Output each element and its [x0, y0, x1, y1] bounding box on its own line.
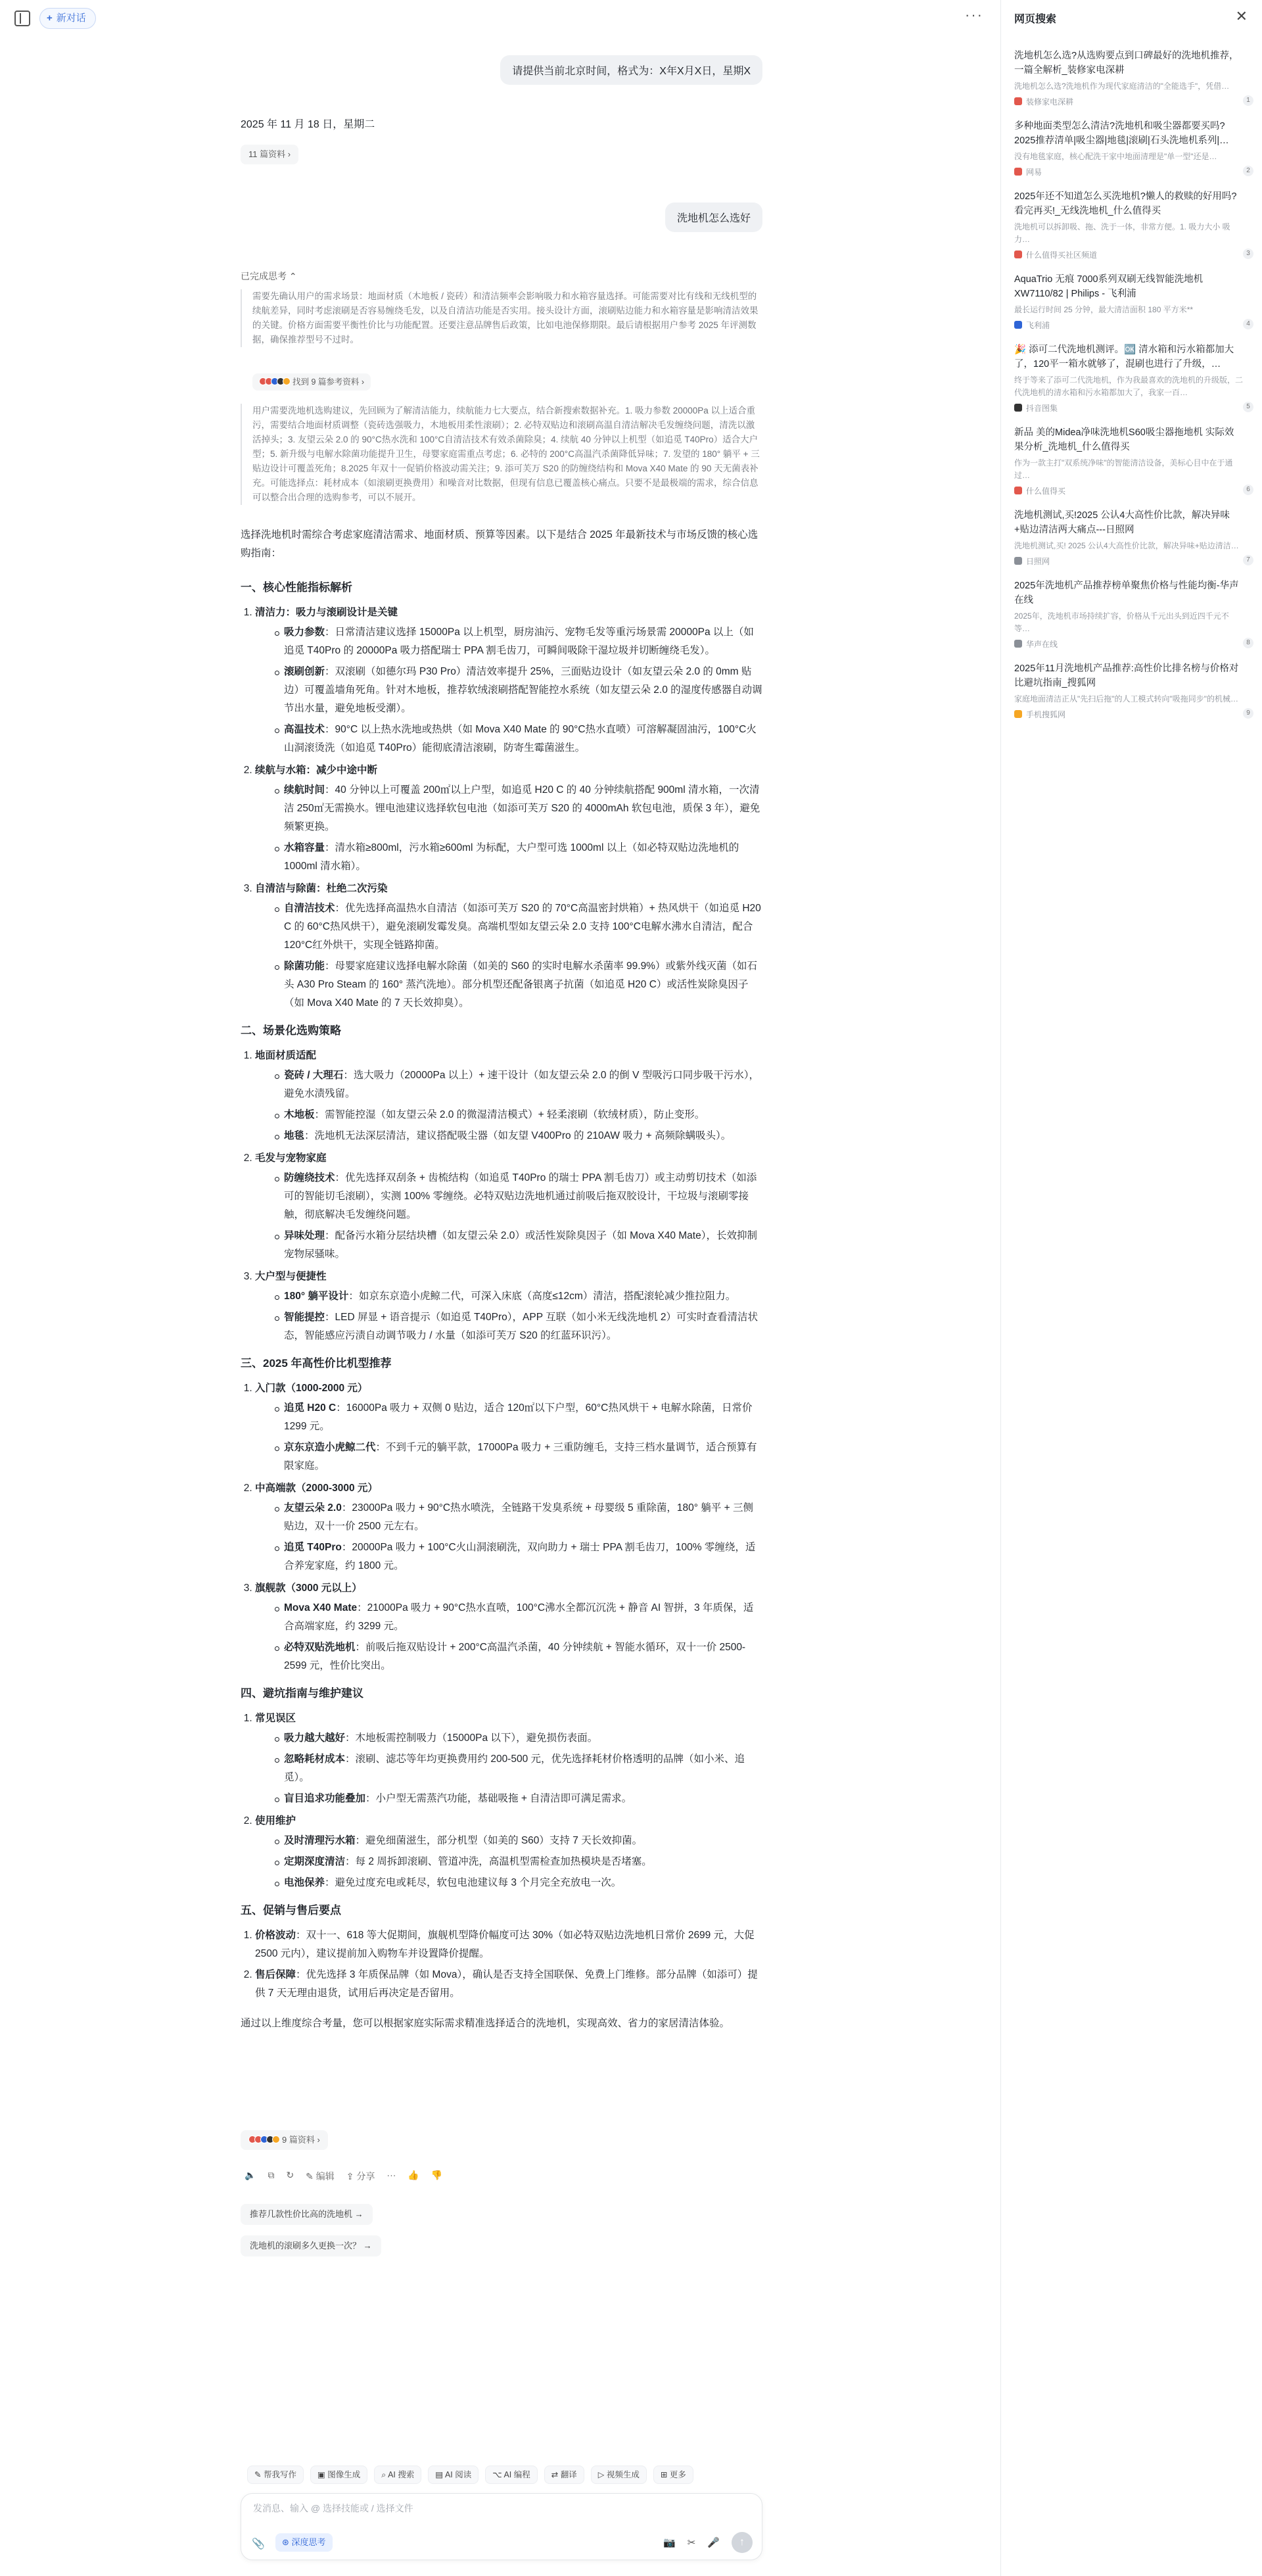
tool-label: AI 编程 [503, 2470, 530, 2479]
share-label: 分享 [356, 2171, 375, 2182]
result-index-badge: 7 [1243, 555, 1253, 565]
tool-label: 帮我写作 [263, 2470, 296, 2479]
sub-item-label: 电池保养 [284, 1877, 325, 1888]
sub-list-item [275, 1169, 762, 1224]
sub-list-item [275, 721, 762, 757]
list-item-text: ：双十一、618 等大促期间，旗舰机型降价幅度可达 30%（如必特双贴边洗地机日常价 2699 元，大促 2500 元内），建议提前加入购物车并设置降价提醒。 [255, 1930, 755, 1959]
sidebar-toggle-icon[interactable] [14, 11, 30, 26]
tool-ai-coding[interactable]: ⌥ AI 编程 [485, 2466, 537, 2484]
sub-list-item [275, 1853, 762, 1871]
tool-label: 翻译 [560, 2470, 577, 2479]
sub-item-text: ：木地板需控制吸力（15000Pa 以下），避免损伤表面。 [345, 1732, 598, 1744]
assistant-answer: 2025 年 11 月 18 日，星期二 [241, 119, 375, 130]
list-item-label: 售后保障 [255, 1969, 296, 1980]
result-title[interactable]: 2025年还不知道怎么买洗地机?懒人的救赎的好用吗?看完再买!_无线洗地机_什么值得买 [1014, 191, 1237, 216]
scissors-icon[interactable]: ✂ [687, 2537, 696, 2548]
site-favicon-icon [1014, 710, 1022, 718]
section-list [241, 1379, 762, 1675]
result-source [1014, 96, 1243, 107]
tool-more[interactable]: ⊞ 更多 [653, 2466, 693, 2484]
list-item [255, 761, 762, 876]
sub-list [255, 1832, 762, 1892]
sub-list-item [275, 957, 762, 1013]
thinking-content [241, 404, 762, 505]
sub-item-text: ：LED 屏显 + 语音提示（如追觅 T40Pro），APP 互联（如小米无线洗地机 2）可实时查看清洁状态，智能感应污渍自动调节吸力 / 水量（如添可芙万 S20 的红蓝环识污）。 [284, 1312, 758, 1341]
regenerate-icon[interactable]: ↻ [286, 2170, 294, 2180]
thumbs-up-icon[interactable]: 👍 [408, 2170, 419, 2180]
list-item [255, 1709, 762, 1808]
sub-list [255, 1287, 762, 1345]
sub-list-item [275, 623, 762, 660]
list-item-title: 大户型与便捷性 [255, 1271, 327, 1282]
result-title[interactable]: 新品 美的Midea净味洗地机S60吸尘器拖地机 实际效果分析_洗地机_什么值得买 [1014, 427, 1234, 452]
suggested-question[interactable]: 洗地机的滚刷多久更换一次？ → [241, 2235, 381, 2256]
send-button[interactable]: ↑ [732, 2532, 753, 2553]
sub-list-item [275, 1638, 762, 1675]
sub-item-label: 异味处理 [284, 1230, 325, 1241]
sub-item-text: ：16000Pa 吸力 + 双侧 0 贴边，适合 120㎡以下户型，60°C热风烘干 + 电解水除菌，日常价 1299 元。 [284, 1402, 753, 1432]
result-source-name: 手机搜狐网 [1026, 710, 1066, 719]
search-result-card[interactable] [1014, 579, 1252, 650]
sub-item-label: Mova X40 Mate [284, 1602, 358, 1613]
result-snippet: 没有地毯家庭，核心配洗干家中地面清理是"单一型"还是… [1014, 152, 1217, 161]
result-source-name: 飞利浦 [1026, 321, 1050, 330]
search-result-card[interactable] [1014, 661, 1252, 720]
answer-intro: 选择洗地机时需综合考虑家庭清洁需求、地面材质、预算等因素。以下是结合 2025 年最新技术与市场反馈的核心选购指南： [241, 529, 759, 559]
references-chip-label: 9 篇资料 [282, 2135, 315, 2145]
tool-label: 视频生成 [606, 2470, 640, 2479]
result-source [1014, 402, 1243, 414]
list-item [255, 1579, 762, 1675]
result-index-badge: 2 [1243, 166, 1253, 176]
section-list [241, 1926, 762, 2003]
sub-item-label: 定期深度清洁 [284, 1856, 346, 1867]
result-index-badge: 1 [1243, 95, 1253, 106]
tool-writing[interactable]: ✎ 帮我写作 [247, 2466, 304, 2484]
list-item [255, 1479, 762, 1575]
thinking-paragraph: 用户需要洗地机选购建议，先回顾为了解清洁能力，续航能力七大要点，结合新搜索数据补充。1. 吸力参数 20000Pa 以上适合重污，需要结合地面材质调整（瓷砖选强吸力，木地板用柔性滚刷）；2. 必特双贴边和滚刷高温自清洁解决毛发缠绕问题，清洗以激活掉头；3. 友望云朵 2.0 的 90°C热水洗和 100°C自清洁技术有效杀菌除臭；4. 续航 40 分钟以上机型（如追觅 T40Pro）适合大户型；5. 新升级与电解水除菌功能提升卫生，母婴家庭需重点考虑；6. 必特的 200°C高温汽杀菌降低异味；7. 发望的 180° 躺平 + 三贴边设计可覆盖死角；8.2025 年双十一促销价格波动需关注；9. 添可芙万 S20 的防缠绕结构和 Mova X40 Mate 的 90 天无菌表补充。可能选择点：耗材成本（如滚刷更换费用）和噪音对比数据，但现有信息已覆盖核心痛点。只要不是最极端的需求，综合信息可以整合出合理的选购参考，可以不展开。 [252, 406, 760, 502]
composer-actions [663, 2532, 753, 2553]
edit-label: 编辑 [316, 2171, 335, 2182]
search-result-card[interactable] [1014, 272, 1252, 331]
sub-item-label: 滚刷创新 [284, 666, 325, 677]
sub-item-text: ：滚刷、滤芯等年均更换费用约 200-500 元，优先选择耗材价格透明的品牌（如小米、追觅）。 [284, 1753, 745, 1783]
sub-item-label: 地毯 [284, 1130, 305, 1141]
search-result-card[interactable] [1014, 119, 1252, 178]
thinking-header: 已完成思考 [241, 271, 287, 281]
sub-item-text: ：清水箱≥800ml，污水箱≥600ml 为标配，大户型可选 1000ml 以上（如必特双贴边洗地机的 1000ml 清水箱）。 [284, 842, 739, 872]
sub-item-text: ：日常清洁建议选择 15000Pa 以上机型，厨房油污、宠物毛发等重污场景需 20000Pa 以上（如追觅 T40Pro 的 20000Pa 吸力搭配瑞士 PPA 割毛齿刀，可瞬间吸除干湿垃圾并切断缠绕毛发）。 [284, 627, 754, 656]
result-source-name: 日照网 [1026, 557, 1050, 566]
list-item [255, 1966, 762, 2003]
sub-list-item [275, 899, 762, 955]
sub-list-item [275, 1227, 762, 1264]
result-index-badge: 6 [1243, 485, 1253, 495]
result-index-badge: 8 [1243, 638, 1253, 648]
sub-list [255, 623, 762, 757]
sub-item-label: 追觅 T40Pro [284, 1542, 342, 1553]
sources-chip[interactable]: 11 篇资料 › [241, 145, 298, 164]
tool-translate[interactable]: ⇄ 翻译 [544, 2466, 584, 2484]
sub-item-label: 续航时间 [284, 784, 325, 796]
assistant-answer-body [241, 526, 762, 2033]
sub-list-item [275, 1750, 762, 1787]
references-chip[interactable]: 9 篇资料 › [241, 2130, 328, 2150]
result-source-name: 什么值得买社区频道 [1026, 250, 1098, 260]
sub-item-label: 友望云朵 2.0 [284, 1502, 342, 1514]
sub-item-text: ：不到千元的躺平款，17000Pa 吸力 + 三重防缠毛，支持三档水量调节，适合预算有限家庭。 [284, 1442, 757, 1471]
deep-think-label: 深度思考 [291, 2537, 326, 2547]
result-source-name: 什么值得买 [1026, 487, 1066, 496]
sub-item-label: 防缠绕技术 [284, 1172, 335, 1183]
sub-item-text: ：如京东京造小虎鲸二代，可深入床底（高度≤12cm）清洁，搭配滚轮减少推拉阻力。 [348, 1291, 736, 1302]
site-favicon-icon [1014, 557, 1022, 565]
source-favicons [248, 2131, 278, 2151]
sub-list [255, 899, 762, 1013]
search-result-card[interactable] [1014, 343, 1252, 414]
new-chat-label: 新对话 [56, 12, 86, 24]
thumbs-down-icon[interactable]: 👎 [431, 2170, 443, 2180]
new-chat-button[interactable] [39, 8, 96, 29]
site-favicon-icon [1014, 640, 1022, 648]
sub-list-item [275, 1127, 762, 1145]
site-favicon-icon [1014, 168, 1022, 176]
search-result-card[interactable] [1014, 49, 1252, 107]
sub-list [255, 1499, 762, 1575]
answer-outro: 通过以上维度综合考量，您可以根据家庭实际需求精准选择适合的洗地机，实现高效、省力的家居清洁体验。 [241, 2018, 730, 2029]
sub-item-text: ：小户型无需蒸汽功能，基础吸拖 + 自清洁即可满足需求。 [365, 1793, 632, 1804]
site-favicon-icon [1014, 321, 1022, 329]
sources-chip-label: 11 篇资料 [248, 149, 286, 159]
sub-list [255, 1399, 762, 1475]
result-index-badge: 5 [1243, 402, 1253, 412]
message-composer [241, 2493, 762, 2560]
result-snippet: 家庭地面清洁正从"先扫后拖"的人工模式转向"吸拖同步"的机械… [1014, 694, 1239, 704]
sub-item-text: ：避免细菌滋生，部分机型（如美的 S60）支持 7 天长效抑菌。 [355, 1835, 643, 1846]
list-item [255, 1268, 762, 1345]
result-source [1014, 556, 1243, 567]
result-source [1014, 320, 1243, 331]
sub-list-item [275, 1499, 762, 1536]
result-source-name: 抖音图集 [1026, 404, 1058, 413]
sub-item-text: ：优先选择高温热水自清洁（如添可芙万 S20 的 70°C高温密封烘箱）+ 热风烘干（如追觅 H20 C 的 60°C热风烘干），避免滚刷发霉发臭。高端机型如友望云朵 2.0 支持 100°C电解水沸水自清洁，配合 120°C红外烘干，实现全链路抑菌。 [284, 903, 761, 951]
result-snippet: 终于等来了添可二代洗地机，作为我最喜欢的洗地机的升级版，二代洗地机的清水箱和污水箱都加大了，我家一百… [1014, 375, 1243, 397]
result-snippet: 作为一款主打"双系统净味"的智能清洁设备，美标心目中在于通过… [1014, 458, 1233, 480]
panel-title: 网页搜索 [1014, 14, 1057, 25]
list-item-title: 自清洁与除菌：杜绝二次污染 [255, 883, 388, 894]
list-item-title: 使用维护 [255, 1815, 296, 1826]
result-title[interactable]: 🎉 添可二代洗地机测评。🆗 清水箱和污水箱都加大了，120平一箱水就够了，混刷也进行了升级，… [1014, 345, 1234, 370]
section-heading: 三、2025 年高性价比机型推荐 [241, 1357, 392, 1370]
suggested-question[interactable]: 推荐几款性价比高的洗地机 → [241, 2204, 373, 2225]
result-title[interactable]: 洗地机怎么选?从选购要点到口碑最好的洗地机推荐，一篇全解析_装修家电深耕 [1014, 51, 1239, 76]
list-item-title: 入门款（1000-2000 元） [255, 1383, 368, 1394]
sub-list-item [275, 839, 762, 876]
sub-item-label: 必特双贴洗地机 [284, 1642, 356, 1653]
search-result-card[interactable] [1014, 189, 1252, 260]
sub-item-text: ：23000Pa 吸力 + 90°C热水喷洗，全链路干发臭系统 + 母婴级 5 重除菌，180° 躺平 + 三侧贴边，双十一价 2500 元左右。 [284, 1502, 753, 1532]
list-item [255, 1379, 762, 1475]
result-source [1014, 485, 1243, 496]
result-title[interactable]: 洗地机测试,买!2025 公认4大高性价比款，解决异味+贴边清洁两大痛点---日照网 [1014, 510, 1230, 535]
microphone-icon[interactable]: 🎤 [707, 2537, 720, 2548]
sub-list-item [275, 781, 762, 836]
site-favicon-icon [1014, 97, 1022, 105]
sub-list-item [275, 1287, 762, 1306]
result-source-name: 装修家电深耕 [1026, 97, 1074, 107]
user-message: 请提供当前北京时间，格式为：X年X月X日，星期X [500, 55, 762, 85]
result-source [1014, 638, 1243, 650]
sub-list-item [275, 1790, 762, 1808]
sub-item-label: 吸力参数 [284, 627, 325, 638]
sub-item-text: ：优先选择双刮条 + 齿梳结构（如追觅 T40Pro 的瑞士 PPA 割毛齿刀）或主动剪切技术（如添可的智能切毛滚刷），实测 100% 零缠绕。必特双贴边洗地机通过前吸后拖双胶设计，干垃圾与滚刷零接触，彻底解决毛发缠绕问题。 [284, 1172, 757, 1220]
sub-list-item [275, 1599, 762, 1636]
user-message: 洗地机怎么选好 [665, 203, 762, 232]
result-index-badge: 9 [1243, 708, 1253, 719]
tool-label: 图像生成 [327, 2470, 361, 2479]
sub-list-item [275, 663, 762, 718]
sub-item-label: 瓷砖 / 大理石 [284, 1070, 344, 1081]
sub-item-label: 盲目追求功能叠加 [284, 1793, 366, 1804]
sub-item-text: ：洗地机无法深层清洁，建议搭配吸尘器（如友望 V400Pro 的 210AW 吸力 + 高频除螨吸头）。 [304, 1130, 732, 1141]
sub-item-text: ：双滚刷（如德尔玛 P30 Pro）清洁效率提升 25%，三面贴边设计（如友望云朵 2.0 的 0mm 贴边）可覆盖墙角死角。针对木地板，推荐软绒滚刷搭配智能控水系统（如友望云朵 2.0 的湿度传感器自动调节出水量，避免地板受潮）。 [284, 666, 762, 714]
thinking-toggle[interactable]: 已完成思考 ⌃ [241, 271, 297, 281]
site-favicon-icon [1014, 250, 1022, 258]
result-source [1014, 249, 1243, 260]
result-title[interactable]: 2025年11月洗地机产品推荐:高性价比排名榜与价格对比避坑指南_搜狐网 [1014, 663, 1239, 688]
list-item [255, 1149, 762, 1264]
list-item-title: 清洁力：吸力与滚刷设计是关键 [255, 607, 398, 618]
close-icon[interactable]: ✕ [1235, 8, 1248, 24]
result-snippet: 最长运行时间 25 分钟，最大清洁面积 180 平方米** [1014, 305, 1194, 314]
site-favicon-icon [1014, 487, 1022, 494]
source-favicons [259, 374, 289, 391]
search-results-chip[interactable]: 找到 9 篇参考资料 › [252, 373, 371, 391]
sub-list [255, 1066, 762, 1145]
more-actions-icon[interactable]: ··· [386, 2170, 396, 2180]
web-search-panel [1000, 0, 1262, 2576]
result-source [1014, 709, 1243, 720]
deep-think-toggle[interactable]: ⊛ 深度思考 [275, 2533, 333, 2552]
result-source-name: 网易 [1026, 168, 1042, 177]
result-source-name: 华声在线 [1026, 640, 1058, 649]
tool-label: AI 搜索 [388, 2470, 415, 2479]
search-results-list [1014, 49, 1252, 732]
message-input[interactable] [253, 2503, 713, 2514]
sub-list-item [275, 1106, 762, 1124]
sub-item-label: 吸力越大越好 [284, 1732, 346, 1744]
sub-item-text: ：40 分钟以上可覆盖 200㎡以上户型，如追觅 H20 C 的 40 分钟续航搭配 900ml 清水箱，一次清洁 250㎡无需换水。锂电池建议选择软包电池（如添可芙万 S20 的 4000mAh 软包电池，质保 3 年），避免频繁更换。 [284, 784, 760, 832]
more-options-icon[interactable]: ··· [965, 7, 983, 23]
sub-list-item [275, 1832, 762, 1850]
message-actions [245, 2170, 442, 2185]
search-result-card[interactable] [1014, 508, 1252, 567]
section-list [241, 1709, 762, 1892]
list-item [255, 604, 762, 757]
search-chip-label: 找到 9 篇参考资料 [292, 377, 360, 387]
sub-item-label: 木地板 [284, 1109, 315, 1120]
section-heading: 五、促销与售后要点 [241, 1904, 341, 1917]
camera-icon[interactable]: 📷 [663, 2537, 676, 2548]
tool-ai-reading[interactable]: ▤ AI 阅读 [428, 2466, 479, 2484]
thinking-paragraph: 需要先确认用户的需求场景：地面材质（木地板 / 瓷砖）和清洁频率会影响吸力和水箱容量选择。可能需要对比有线和无线机型的续航差异，同时考虑滚刷是否容易缠绕毛发，以及自清洁功能是否实用。接头设计方面，滚刷贴边能力和水箱容量是影响清洁效果的关键。价格方面需要平衡性价比与功能配置。还要注意品牌售后政策，比如电池保修期限。最后请根据用户参考 2025 年评测数据，确保推荐型号不过时。 [252, 291, 759, 345]
result-index-badge: 3 [1243, 249, 1253, 259]
list-item-text: ：优先选择 3 年质保品牌（如 Mova），确认是否支持全国联保、免费上门维修。部分品牌（如添可）提供 7 天无理由退货，试用后再决定是否留用。 [255, 1969, 758, 1999]
section-heading: 四、避坑指南与维护建议 [241, 1687, 363, 1700]
sub-list-item [275, 1729, 762, 1748]
result-snippet: 2025年，洗地机市场持续扩容，价格从千元出头到近四千元不等… [1014, 611, 1229, 633]
search-result-card[interactable] [1014, 425, 1252, 496]
sub-item-text: ：需智能控湿（如友望云朵 2.0 的微湿清洁模式）+ 轻柔滚刷（软绒材质），防止变形。 [314, 1109, 705, 1120]
tool-image-gen[interactable]: ▣ 图像生成 [310, 2466, 367, 2484]
result-source [1014, 166, 1243, 178]
result-snippet: 洗地机可以拆卸吸、拖、洗于一体，非常方便。1. 吸力大小 吸力… [1014, 222, 1230, 244]
sub-item-text: ：避免过度充电或耗尽，软包电池建议每 3 个月完全充放电一次。 [325, 1877, 622, 1888]
section-list [241, 604, 762, 1013]
sub-item-text: ：90°C 以上热水洗地或热烘（如 Mova X40 Mate 的 90°C热水直喷）可溶解凝固油污，100°C火山洞滚烫洗（如追觅 T40Pro）能彻底清洁滚刷，防寄生霉菌滋生。 [284, 724, 757, 753]
sub-item-text: ：21000Pa 吸力 + 90°C热水直喷，100°C沸水全都沉沉洗 + 静音 AI 智拼，3 年质保，适合高端家庭，约 3299 元。 [284, 1602, 754, 1632]
sub-list-item [275, 1538, 762, 1575]
attachment-icon[interactable]: 📎 [252, 2539, 265, 2550]
sub-list-item [275, 1874, 762, 1892]
sub-item-label: 高温技术 [284, 724, 325, 735]
result-index-badge: 4 [1243, 319, 1253, 329]
list-item [255, 1926, 762, 1963]
tool-video-gen[interactable]: ▷ 视频生成 [591, 2466, 647, 2484]
result-snippet: 洗地机测试,买! 2025 公认4大高性价比款，解决异味+贴边清洁… [1014, 541, 1239, 550]
sub-item-text: ：母婴家庭建议选择电解水除菌（如美的 S60 的实时电解水杀菌率 99.9%）或紫外线灭菌（如石头 A30 Pro Steam 的 160° 蒸汽洗地）。部分机型还配备银离子抗菌（如追觅 H20 C）或活性炭除臭因子（如 Mova X40 Mate 的 7 天长效抑臭）。 [284, 961, 757, 1009]
result-title[interactable]: 2025年洗地机产品推荐榜单聚焦价格与性能均衡-华声在线 [1014, 581, 1239, 606]
sub-item-label: 自清洁技术 [284, 903, 335, 914]
sub-list-item [275, 1308, 762, 1345]
sub-item-label: 京东京造小虎鲸二代 [284, 1442, 376, 1453]
tool-ai-search[interactable]: ⌕ AI 搜索 [374, 2466, 421, 2484]
plus-icon: + [47, 12, 53, 24]
site-favicon-icon [1014, 404, 1022, 412]
sub-list [255, 781, 762, 876]
sub-item-label: 追觅 H20 C [284, 1402, 337, 1414]
sub-list-item [275, 1066, 762, 1103]
edit-button[interactable]: ✎ 编辑 [306, 2171, 335, 2182]
list-item-title: 中高端款（2000-3000 元） [255, 1483, 378, 1494]
sub-item-text: ：前吸后拖双贴设计 + 200°C高温汽杀菌，40 分钟续航 + 智能水循环，双十一价 2500-2599 元，性价比突出。 [284, 1642, 746, 1671]
sub-list-item [275, 1399, 762, 1436]
sub-item-text: ：选大吸力（20000Pa 以上）+ 速干设计（如友望云朵 2.0 的倒 V 型吸污口同步吸干污水），避免水渍残留。 [284, 1070, 760, 1099]
result-title[interactable]: AquaTrio 无痕 7000系列双刷无线智能洗地机 XW7110/82 | Philips - 飞利浦 [1014, 274, 1204, 299]
sub-list [255, 1169, 762, 1264]
list-item-label: 价格波动 [255, 1930, 296, 1941]
tool-label: AI 阅读 [444, 2470, 472, 2479]
share-button[interactable]: ⇪ 分享 [346, 2171, 375, 2182]
sub-item-label: 忽略耗材成本 [284, 1753, 346, 1765]
sub-item-label: 智能提控 [284, 1312, 325, 1323]
sub-item-text: ：20000Pa 吸力 + 100°C火山洞滚刷洗，双向助力 + 瑞士 PPA 割毛齿刀，100% 零缠绕，适合养宠家庭，约 1800 元。 [284, 1542, 756, 1571]
composer-toolbar [247, 2466, 693, 2484]
sub-item-label: 及时清理污水箱 [284, 1835, 356, 1846]
list-item-title: 毛发与宠物家庭 [255, 1153, 327, 1164]
list-item-title: 旗舰款（3000 元以上） [255, 1583, 362, 1594]
list-item [255, 1812, 762, 1892]
section-heading: 一、核心性能指标解析 [241, 581, 352, 594]
result-snippet: 洗地机怎么选?洗地机作为现代家庭清洁的"全能选手"，凭借… [1014, 82, 1230, 91]
section-heading: 二、场景化选购策略 [241, 1024, 341, 1037]
sub-list [255, 1729, 762, 1808]
sub-list-item [275, 1439, 762, 1475]
sub-item-label: 水箱容量 [284, 842, 325, 853]
speaker-icon[interactable]: 🔈 [245, 2170, 256, 2180]
sub-item-label: 除菌功能 [284, 961, 325, 972]
sub-list [255, 1599, 762, 1675]
section-list [241, 1047, 762, 1345]
sub-item-text: ：配备污水箱分层结块槽（如友望云朵 2.0）或活性炭除臭因子（如 Mova X40 Mate），长效抑制宠物尿骚味。 [284, 1230, 757, 1260]
sub-item-label: 180° 躺平设计 [284, 1291, 349, 1302]
list-item-title: 续航与水箱：减少中途中断 [255, 765, 378, 776]
copy-icon[interactable]: ⧉ [268, 2170, 275, 2180]
thinking-content [241, 289, 762, 347]
list-item-title: 地面材质适配 [255, 1050, 317, 1061]
list-item [255, 880, 762, 1013]
sub-item-text: ：每 2 周拆卸滚刷、管道冲洗，高温机型需检查加热模块是否堵塞。 [345, 1856, 652, 1867]
list-item [255, 1047, 762, 1145]
tool-label: 更多 [669, 2470, 686, 2479]
result-title[interactable]: 多种地面类型怎么清洁?洗地机和吸尘器都要买吗?2025推荐清单|吸尘器|地毯|滚刷|石头洗地机系列|… [1014, 121, 1229, 146]
list-item-title: 常见误区 [255, 1713, 296, 1724]
